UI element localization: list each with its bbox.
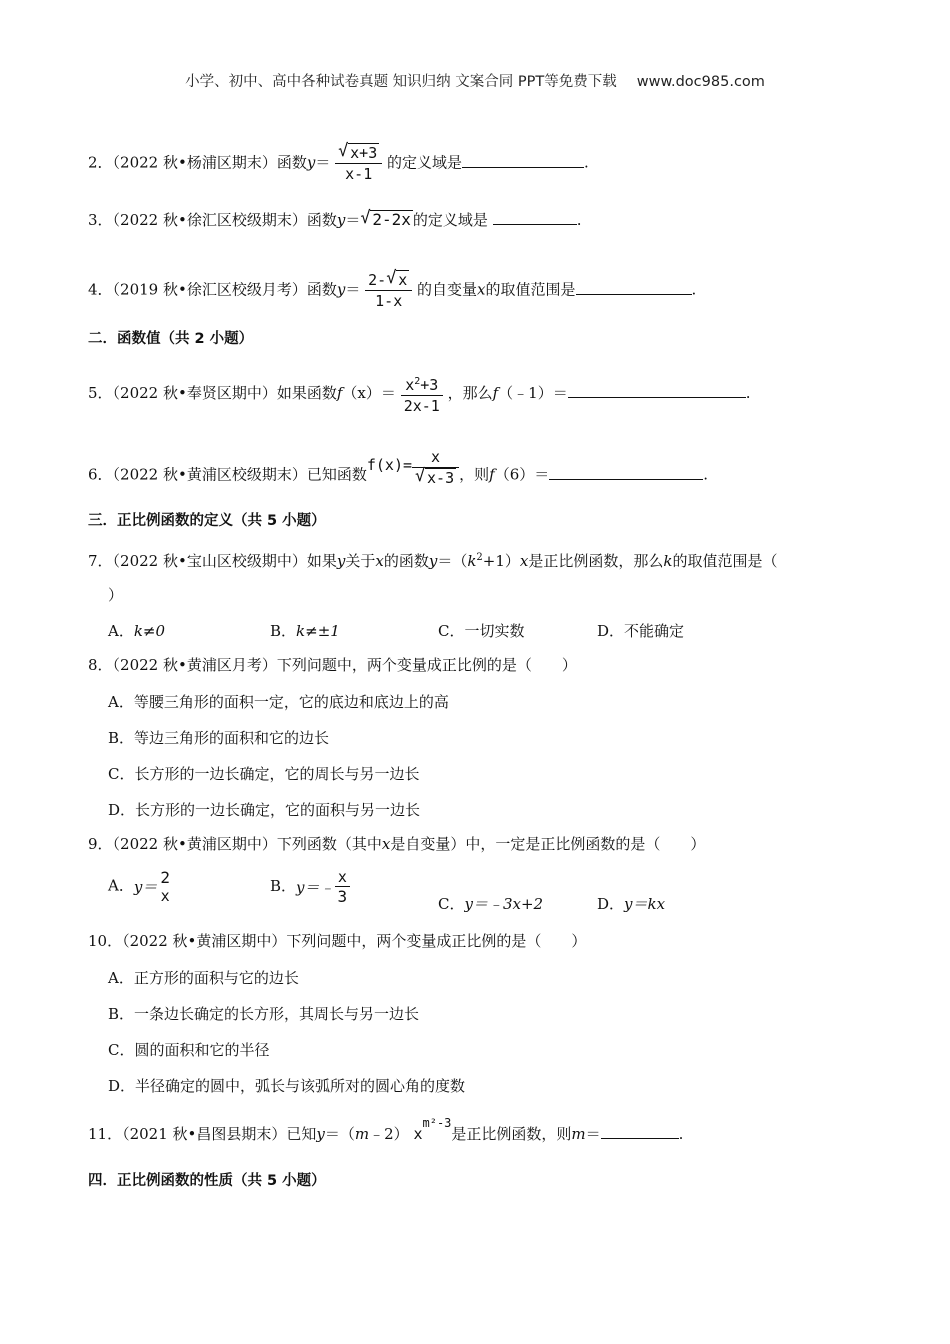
- equals: ＝: [585, 1125, 601, 1143]
- radicand: x: [398, 271, 408, 289]
- answer-blank[interactable]: [549, 463, 703, 480]
- question-text: ＝（: [437, 552, 468, 570]
- option-c[interactable]: C．圆的面积和它的半径: [108, 1041, 270, 1059]
- question-text: 是正比例函数，则: [451, 1125, 572, 1143]
- option-a[interactable]: A．正方形的面积与它的边长: [108, 969, 299, 987]
- var-y: y: [428, 552, 438, 570]
- question-9: [88, 834, 705, 854]
- fraction: [335, 868, 351, 906]
- question-6: [88, 448, 709, 496]
- question-text: ＝（: [324, 1125, 355, 1143]
- equals: ＝: [315, 153, 331, 172]
- option-value: y＝﹣3x+2: [464, 895, 544, 913]
- numerator-rest: +3: [420, 376, 439, 394]
- question-text: 的取值范围是: [485, 280, 576, 299]
- question-text: （2022 秋•宝山区校级期中）如果: [112, 552, 337, 570]
- argument: （x）: [342, 384, 381, 402]
- question-7: [88, 548, 778, 571]
- period: .: [678, 1125, 684, 1143]
- period: .: [745, 384, 751, 402]
- question-number: 4．: [88, 280, 113, 299]
- option-value: y＝kx: [624, 895, 666, 913]
- question-source: （2022 秋•杨浦区期末）: [112, 153, 277, 172]
- radicand: x+3: [350, 144, 378, 162]
- question-text: 的取值范围是（: [672, 552, 778, 570]
- option-label: B．: [270, 622, 297, 640]
- answer-blank[interactable]: [576, 278, 692, 295]
- exponent: m²-3: [422, 1116, 452, 1130]
- option-label: C．: [438, 622, 465, 640]
- radicand: 2-2x: [372, 210, 411, 229]
- denominator: x: [160, 887, 170, 905]
- option-b[interactable]: B．一条边长确定的长方形，其周长与另一边长: [108, 1005, 420, 1023]
- option-d[interactable]: D．半径确定的圆中，弧长与该弧所对的圆心角的度数: [108, 1077, 466, 1095]
- question-number: 11．: [88, 1125, 123, 1143]
- question-text: 函数: [276, 153, 307, 172]
- answer-blank[interactable]: [568, 381, 746, 398]
- answer-blank[interactable]: [493, 208, 577, 225]
- question-source: （2019 秋•徐汇区校级月考）: [112, 280, 307, 299]
- question-text: 如果函数: [276, 384, 337, 402]
- var-y: y: [336, 280, 346, 299]
- question-text: 的自变量: [417, 280, 478, 299]
- question-5: [88, 372, 751, 416]
- option-d[interactable]: [597, 620, 684, 641]
- question-text: ﹣2）: [369, 1125, 409, 1143]
- question-text: 是正比例函数，那么: [528, 552, 664, 570]
- question-text: 是自变量）中，一定是正比例函数的是（ ）: [390, 835, 706, 853]
- option-b[interactable]: [270, 868, 350, 906]
- equals: ＝: [345, 280, 361, 299]
- sqrt: [338, 143, 379, 163]
- var-k: k: [663, 552, 673, 570]
- fraction: [157, 868, 173, 905]
- var-y: y: [316, 1125, 325, 1143]
- option-c[interactable]: [438, 620, 525, 641]
- option-label: B．: [270, 877, 297, 895]
- fraction: [401, 372, 443, 416]
- section-title: 三．正比例函数的定义（共 5 小题）: [88, 513, 326, 529]
- question-text: +1）: [482, 552, 520, 570]
- numerator-part: 2-: [368, 271, 387, 289]
- radical-icon: √: [386, 268, 397, 288]
- question-text: 的函数: [383, 552, 429, 570]
- var-x: x: [477, 280, 486, 299]
- option-b[interactable]: B．等边三角形的面积和它的边长: [108, 729, 330, 747]
- var-x: x: [381, 835, 391, 853]
- question-10: 10．（2022 秋•黄浦区期中）下列问题中，两个变量成正比例的是（ ）: [88, 932, 587, 950]
- option-c[interactable]: [438, 893, 543, 914]
- numerator: x: [337, 868, 347, 886]
- question-text: 函数: [306, 280, 337, 299]
- option-value: k≠±1: [296, 622, 340, 640]
- equals: ＝: [380, 384, 396, 402]
- header-text: 小学、初中、高中各种试卷真题 知识归纳 文案合同 PPT等免费下载: [185, 74, 617, 90]
- option-label: A．: [108, 622, 134, 640]
- question-2: [88, 143, 589, 184]
- section-title: 二．函数值（共 2 小题）: [88, 331, 254, 347]
- option-value: y＝: [133, 878, 158, 896]
- sqrt: [415, 468, 456, 488]
- question-text: 的定义域是: [387, 153, 463, 172]
- var-x: x: [519, 552, 529, 570]
- option-d[interactable]: [597, 893, 665, 914]
- exponent: 2: [414, 376, 421, 387]
- question-number: 2．: [88, 153, 113, 172]
- option-a[interactable]: A．等腰三角形的面积一定，它的底边和底边上的高: [108, 693, 449, 711]
- option-value: y＝﹣: [296, 878, 335, 897]
- question-number: 7．: [88, 552, 113, 570]
- power-base: x: [413, 1125, 423, 1143]
- denominator: 3: [335, 886, 351, 906]
- fraction: [335, 143, 382, 184]
- question-4: [88, 270, 696, 311]
- exponent: 2: [476, 552, 483, 563]
- sqrt: [360, 210, 413, 230]
- var-f: f: [492, 384, 499, 402]
- numerator-base: x: [405, 376, 415, 394]
- var-m: m: [354, 1125, 370, 1143]
- period: .: [576, 211, 582, 229]
- question-number: 3．: [88, 211, 113, 229]
- denominator: 1-x: [365, 290, 412, 311]
- option-label: D．: [597, 895, 625, 913]
- question-source: （2021 秋•昌图县期末）: [122, 1125, 287, 1143]
- question-source: （2022 秋•徐汇区校级期末）: [112, 211, 307, 229]
- header-site: www.doc985.com: [636, 74, 765, 90]
- function-label: f(x)=: [366, 455, 413, 474]
- question-number: 6．: [88, 465, 113, 484]
- period: .: [703, 465, 709, 484]
- question-text: ，那么: [447, 384, 493, 402]
- question-3: [88, 208, 581, 230]
- page-header: [0, 70, 950, 91]
- option-label: D．: [597, 622, 625, 640]
- option-label: A．: [108, 876, 134, 895]
- period: .: [691, 280, 697, 299]
- equals: ＝: [345, 211, 361, 229]
- denominator: x-1: [335, 163, 382, 184]
- var-y: y: [336, 552, 346, 570]
- answer-blank[interactable]: [601, 1122, 679, 1139]
- question-text: 已知函数: [306, 465, 367, 484]
- question-text: 已知: [286, 1125, 317, 1143]
- radical-icon: √: [338, 141, 349, 161]
- fraction: [412, 447, 459, 488]
- var-f: f: [336, 384, 343, 402]
- var-x: x: [375, 552, 384, 570]
- option-c[interactable]: C．长方形的一边长确定，它的周长与另一边长: [108, 765, 420, 783]
- question-7-close: ）: [108, 586, 124, 604]
- option-value: 一切实数: [464, 622, 525, 640]
- argument: （﹣1）＝: [498, 384, 568, 402]
- option-a[interactable]: [108, 620, 165, 641]
- sqrt: [386, 270, 409, 290]
- answer-blank[interactable]: [462, 151, 584, 168]
- option-value: 不能确定: [624, 622, 685, 640]
- var-y: y: [306, 153, 316, 172]
- question-text: 函数: [306, 211, 337, 229]
- radical-icon: √: [360, 208, 371, 228]
- var-m: m: [571, 1125, 586, 1143]
- argument: （6）＝: [494, 465, 550, 484]
- var-k: k: [467, 552, 477, 570]
- radicand: x-3: [427, 469, 455, 487]
- option-value: k≠0: [133, 622, 166, 640]
- question-text: 关于: [345, 552, 376, 570]
- question-text: 的定义域是: [412, 211, 488, 229]
- var-f: f: [489, 465, 495, 484]
- option-b[interactable]: [270, 620, 340, 641]
- numerator: x: [431, 448, 441, 466]
- period: .: [584, 153, 589, 172]
- section-title: 四．正比例函数的性质（共 5 小题）: [88, 1173, 326, 1189]
- question-text: ，则: [459, 465, 490, 484]
- question-11: [88, 1116, 684, 1145]
- denominator: 2x-1: [401, 395, 443, 416]
- question-text: 9．（2022 秋•黄浦区期中）下列函数（其中: [88, 835, 382, 853]
- var-y: y: [336, 211, 346, 229]
- radical-icon: √: [415, 466, 426, 486]
- option-a[interactable]: [108, 868, 173, 905]
- option-label: C．: [438, 895, 465, 913]
- option-d[interactable]: D．长方形的一边长确定，它的面积与另一边长: [108, 801, 421, 819]
- question-number: 5．: [88, 384, 113, 402]
- question-source: （2022 秋•黄浦区校级期末）: [112, 465, 307, 484]
- fraction: [365, 270, 412, 311]
- question-source: （2022 秋•奉贤区期中）: [112, 384, 277, 402]
- numerator: 2: [160, 868, 170, 887]
- question-8: 8．（2022 秋•黄浦区月考）下列问题中，两个变量成正比例的是（ ）: [88, 656, 577, 674]
